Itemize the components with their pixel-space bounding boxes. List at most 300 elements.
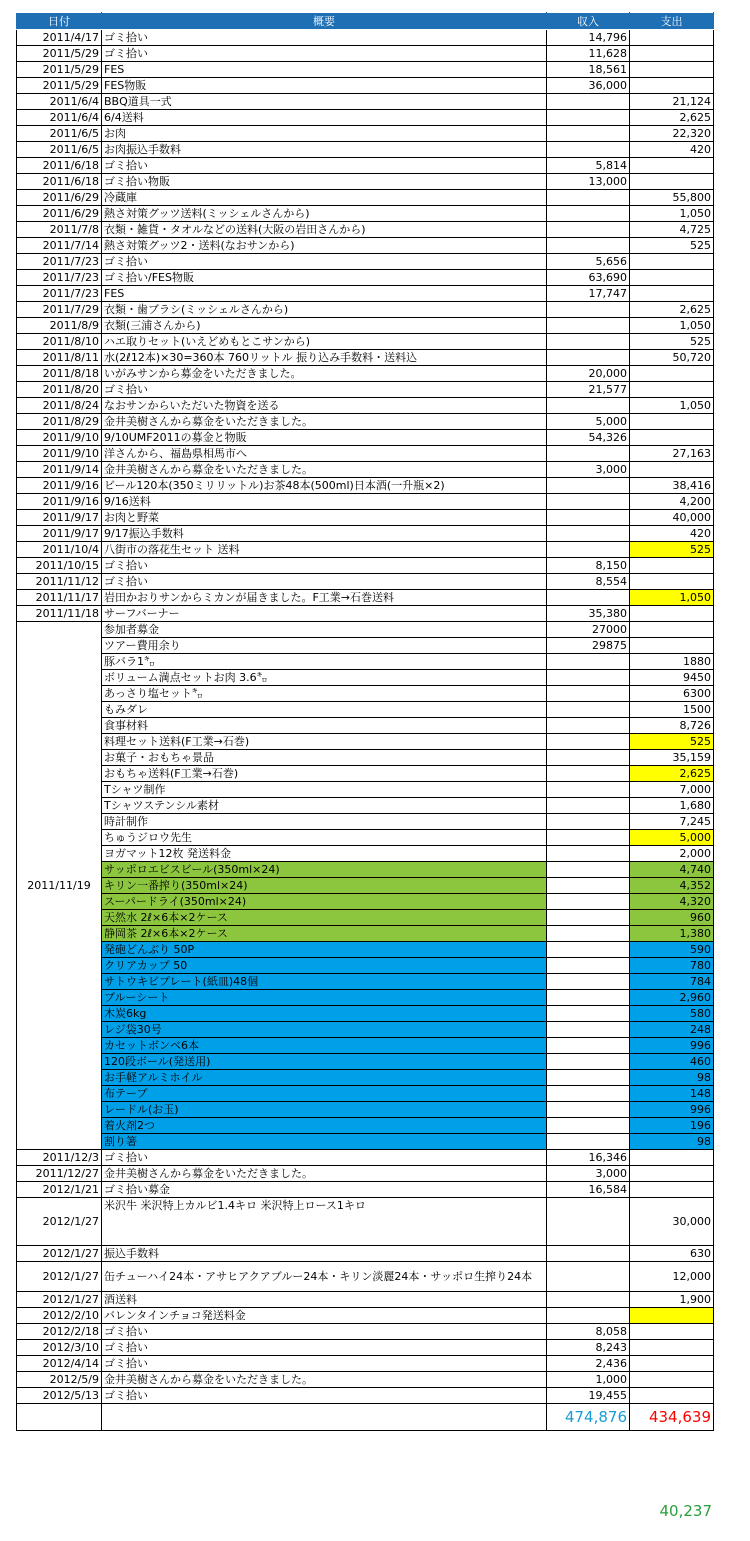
row-expense: 1500 xyxy=(630,702,714,718)
row-expense: 21,124 xyxy=(630,94,714,110)
table-row xyxy=(17,1198,714,1246)
row-description: サーフバーナー xyxy=(102,606,547,622)
row-expense: 98 xyxy=(630,1070,714,1086)
row-expense: 1,050 xyxy=(630,398,714,414)
row-expense xyxy=(630,1150,714,1166)
row-date: 2011/8/18 xyxy=(17,366,102,382)
row-date: 2011/8/20 xyxy=(17,382,102,398)
table-row xyxy=(17,622,714,638)
row-income xyxy=(547,510,630,526)
row-description: ゴミ拾い xyxy=(102,1340,547,1356)
row-description: FES xyxy=(102,62,547,78)
row-expense: 2,000 xyxy=(630,846,714,862)
row-description: 金井美樹さんから募金をいただきました。 xyxy=(102,414,547,430)
row-expense: 960 xyxy=(630,910,714,926)
row-description: 割り箸 xyxy=(102,1134,547,1150)
table-row xyxy=(17,1324,714,1340)
row-expense: 4,352 xyxy=(630,878,714,894)
table-row xyxy=(17,78,714,94)
row-description: ツアー費用余り xyxy=(102,638,547,654)
row-income: 8,554 xyxy=(547,574,630,590)
row-date: 2011/8/10 xyxy=(17,334,102,350)
header-row xyxy=(17,13,714,30)
table-row xyxy=(17,126,714,142)
row-description: ゴミ拾い/FES物販 xyxy=(102,270,547,286)
row-income xyxy=(547,1198,630,1246)
row-description: 食事材料 xyxy=(102,718,547,734)
row-expense: 580 xyxy=(630,1006,714,1022)
row-income xyxy=(547,862,630,878)
table-row xyxy=(17,830,714,846)
table-row xyxy=(17,990,714,1006)
row-income: 63,690 xyxy=(547,270,630,286)
ledger-table xyxy=(16,12,714,1431)
row-expense: 196 xyxy=(630,1118,714,1134)
row-expense xyxy=(630,462,714,478)
row-income xyxy=(547,1006,630,1022)
row-description: 熱さ対策グッツ送料(ミッシェルさんから) xyxy=(102,206,547,222)
row-income xyxy=(547,590,630,606)
row-expense: 6300 xyxy=(630,686,714,702)
row-income: 11,628 xyxy=(547,46,630,62)
table-row xyxy=(17,1006,714,1022)
row-expense: 1,680 xyxy=(630,798,714,814)
row-date: 2011/6/18 xyxy=(17,158,102,174)
table-row xyxy=(17,1292,714,1308)
row-date: 2011/11/17 xyxy=(17,590,102,606)
row-income xyxy=(547,1054,630,1070)
table-row xyxy=(17,846,714,862)
row-description: 9/17振込手数料 xyxy=(102,526,547,542)
row-date: 2011/12/3 xyxy=(17,1150,102,1166)
table-row xyxy=(17,334,714,350)
table-row xyxy=(17,398,714,414)
row-income xyxy=(547,222,630,238)
row-expense: 98 xyxy=(630,1134,714,1150)
table-row xyxy=(17,62,714,78)
row-description: カセットボンベ6本 xyxy=(102,1038,547,1054)
row-date: 2011/9/16 xyxy=(17,494,102,510)
row-income xyxy=(547,526,630,542)
row-expense: 525 xyxy=(630,238,714,254)
row-description: 衣類・歯ブラシ(ミッシェルさんから) xyxy=(102,302,547,318)
row-income xyxy=(547,942,630,958)
table-row xyxy=(17,1038,714,1054)
row-date: 2011/6/29 xyxy=(17,206,102,222)
row-description: お肉振込手数料 xyxy=(102,142,547,158)
row-expense: 248 xyxy=(630,1022,714,1038)
row-description: 着火剤2つ xyxy=(102,1118,547,1134)
row-income xyxy=(547,814,630,830)
balance-total: 40,237 xyxy=(659,1502,712,1520)
row-description: ゴミ拾い募金 xyxy=(102,1182,547,1198)
row-expense: 420 xyxy=(630,142,714,158)
row-description: 水(2ℓ12本)×30=360本 760リットル 振り込み手数料・送料込 xyxy=(102,350,547,366)
row-description: 木炭6kg xyxy=(102,1006,547,1022)
row-income: 17,747 xyxy=(547,286,630,302)
row-description: 9/16送料 xyxy=(102,494,547,510)
row-date: 2011/7/23 xyxy=(17,270,102,286)
row-date: 2011/8/24 xyxy=(17,398,102,414)
row-description: ブルーシート xyxy=(102,990,547,1006)
row-expense xyxy=(630,174,714,190)
totals-row xyxy=(17,1404,714,1431)
table-row xyxy=(17,350,714,366)
table-row xyxy=(17,750,714,766)
table-row xyxy=(17,926,714,942)
table-row xyxy=(17,974,714,990)
row-income xyxy=(547,1308,630,1324)
row-expense: 9450 xyxy=(630,670,714,686)
total-income: 474,876 xyxy=(547,1404,630,1431)
row-income xyxy=(547,206,630,222)
row-date: 2011/8/9 xyxy=(17,318,102,334)
row-income xyxy=(547,398,630,414)
row-expense: 2,625 xyxy=(630,302,714,318)
row-expense: 460 xyxy=(630,1054,714,1070)
table-row xyxy=(17,1340,714,1356)
table-row xyxy=(17,174,714,190)
row-expense xyxy=(630,78,714,94)
row-expense xyxy=(630,286,714,302)
table-row xyxy=(17,1356,714,1372)
row-income xyxy=(547,894,630,910)
row-description: お菓子・おもちゃ景品 xyxy=(102,750,547,766)
row-date: 2011/9/17 xyxy=(17,526,102,542)
row-expense: 420 xyxy=(630,526,714,542)
row-date: 2011/10/15 xyxy=(17,558,102,574)
row-description: お肉と野菜 xyxy=(102,510,547,526)
table-row xyxy=(17,222,714,238)
row-date: 2012/5/9 xyxy=(17,1372,102,1388)
table-row xyxy=(17,1054,714,1070)
row-expense xyxy=(630,430,714,446)
row-expense: 27,163 xyxy=(630,446,714,462)
row-description: 料理セット送料(F工業→石巻) xyxy=(102,734,547,750)
table-row xyxy=(17,1086,714,1102)
table-row xyxy=(17,190,714,206)
table-row xyxy=(17,446,714,462)
row-description: ゴミ拾い xyxy=(102,1388,547,1404)
row-expense: 30,000 xyxy=(630,1198,714,1246)
row-expense xyxy=(630,574,714,590)
table-row xyxy=(17,318,714,334)
table-row xyxy=(17,574,714,590)
row-expense: 22,320 xyxy=(630,126,714,142)
row-expense xyxy=(630,1340,714,1356)
row-income xyxy=(547,766,630,782)
row-expense: 50,720 xyxy=(630,350,714,366)
row-description: 岩田かおりサンからミカンが届きました。F工業→石巻送料 xyxy=(102,590,547,606)
row-income: 13,000 xyxy=(547,174,630,190)
row-description: 天然水 2ℓ×6本×2ケース xyxy=(102,910,547,926)
row-date: 2011/10/4 xyxy=(17,542,102,558)
table-row xyxy=(17,1246,714,1262)
row-description: いがみサンから募金をいただきました。 xyxy=(102,366,547,382)
row-description: ビール120本(350ミリリットル)お茶48本(500ml)日本酒(一升瓶×2) xyxy=(102,478,547,494)
row-income xyxy=(547,750,630,766)
row-income xyxy=(547,142,630,158)
row-expense: 148 xyxy=(630,1086,714,1102)
row-description: クリアカップ 50 xyxy=(102,958,547,974)
row-date: 2011/11/18 xyxy=(17,606,102,622)
table-row xyxy=(17,942,714,958)
row-date: 2012/1/27 xyxy=(17,1292,102,1308)
row-expense: 7,000 xyxy=(630,782,714,798)
row-description: 洋さんから、福島県相馬市へ xyxy=(102,446,547,462)
row-description: ゴミ拾い xyxy=(102,254,547,270)
row-description: 金井美樹さんから募金をいただきました。 xyxy=(102,1372,547,1388)
row-income xyxy=(547,718,630,734)
row-expense xyxy=(630,606,714,622)
group-date: 2011/11/19 xyxy=(17,622,102,1150)
row-expense: 784 xyxy=(630,974,714,990)
row-date: 2012/1/21 xyxy=(17,1182,102,1198)
row-description: ヨガマット12枚 発送料金 xyxy=(102,846,547,862)
table-row xyxy=(17,638,714,654)
row-expense: 996 xyxy=(630,1038,714,1054)
table-row xyxy=(17,606,714,622)
row-expense: 38,416 xyxy=(630,478,714,494)
table-row xyxy=(17,238,714,254)
row-expense: 525 xyxy=(630,542,714,558)
row-date: 2012/1/27 xyxy=(17,1246,102,1262)
table-row xyxy=(17,142,714,158)
row-date: 2011/7/8 xyxy=(17,222,102,238)
row-income xyxy=(547,846,630,862)
header-date: 日付 xyxy=(17,13,102,30)
table-row xyxy=(17,1388,714,1404)
row-description: ゴミ拾い xyxy=(102,46,547,62)
row-expense: 1880 xyxy=(630,654,714,670)
row-income xyxy=(547,1086,630,1102)
row-expense: 5,000 xyxy=(630,830,714,846)
row-expense: 40,000 xyxy=(630,510,714,526)
header-description: 概要 xyxy=(102,13,547,30)
row-expense: 1,050 xyxy=(630,590,714,606)
table-row xyxy=(17,270,714,286)
row-description: 時計制作 xyxy=(102,814,547,830)
row-date: 2011/9/14 xyxy=(17,462,102,478)
table-row xyxy=(17,718,714,734)
table-row xyxy=(17,1372,714,1388)
table-row xyxy=(17,542,714,558)
row-expense xyxy=(630,30,714,46)
row-income: 3,000 xyxy=(547,462,630,478)
row-date: 2011/4/17 xyxy=(17,30,102,46)
row-income: 21,577 xyxy=(547,382,630,398)
table-row xyxy=(17,430,714,446)
row-date: 2011/11/12 xyxy=(17,574,102,590)
row-description: もみダレ xyxy=(102,702,547,718)
total-expense: 434,639 xyxy=(630,1404,714,1431)
row-date: 2011/5/29 xyxy=(17,46,102,62)
row-description: Tシャツステンシル素材 xyxy=(102,798,547,814)
row-income xyxy=(547,302,630,318)
row-description: おもちゃ送料(F工業→石巻) xyxy=(102,766,547,782)
table-row xyxy=(17,878,714,894)
row-expense xyxy=(630,1388,714,1404)
row-expense: 996 xyxy=(630,1102,714,1118)
table-row xyxy=(17,1118,714,1134)
row-date: 2011/6/29 xyxy=(17,190,102,206)
table-row xyxy=(17,558,714,574)
table-row xyxy=(17,366,714,382)
row-description: 静岡茶 2ℓ×6本×2ケース xyxy=(102,926,547,942)
row-expense: 8,726 xyxy=(630,718,714,734)
table-row xyxy=(17,30,714,46)
row-expense xyxy=(630,158,714,174)
row-expense: 2,625 xyxy=(630,110,714,126)
row-income: 2,436 xyxy=(547,1356,630,1372)
row-income: 16,584 xyxy=(547,1182,630,1198)
row-date: 2012/2/18 xyxy=(17,1324,102,1340)
row-income: 5,814 xyxy=(547,158,630,174)
row-income: 36,000 xyxy=(547,78,630,94)
table-row xyxy=(17,734,714,750)
table-row xyxy=(17,46,714,62)
row-date: 2011/6/5 xyxy=(17,126,102,142)
row-description: ゴミ拾い xyxy=(102,1324,547,1340)
row-income: 35,380 xyxy=(547,606,630,622)
table-row xyxy=(17,462,714,478)
row-expense xyxy=(630,638,714,654)
row-expense: 55,800 xyxy=(630,190,714,206)
row-date: 2011/9/16 xyxy=(17,478,102,494)
table-row xyxy=(17,286,714,302)
row-description: 発砲どんぶり 50P xyxy=(102,942,547,958)
row-expense: 590 xyxy=(630,942,714,958)
row-income xyxy=(547,974,630,990)
row-income xyxy=(547,1246,630,1262)
row-expense: 1,900 xyxy=(630,1292,714,1308)
row-description: 振込手数料 xyxy=(102,1246,547,1262)
row-income xyxy=(547,958,630,974)
row-income xyxy=(547,798,630,814)
header-expense: 支出 xyxy=(630,13,714,30)
row-date: 2011/9/17 xyxy=(17,510,102,526)
row-description: サッポロエビスビール(350ml×24) xyxy=(102,862,547,878)
row-description: 缶チューハイ24本・アサヒアクアブルー24本・キリン淡麗24本・サッポロ生搾り24本 xyxy=(102,1262,547,1292)
table-row xyxy=(17,526,714,542)
row-description: ゴミ拾い xyxy=(102,1356,547,1372)
row-date: 2011/9/10 xyxy=(17,430,102,446)
row-income: 16,346 xyxy=(547,1150,630,1166)
table-row xyxy=(17,686,714,702)
table-row xyxy=(17,590,714,606)
table-row xyxy=(17,494,714,510)
row-expense xyxy=(630,382,714,398)
row-description: ハエ取りセット(いえどめもとこサンから) xyxy=(102,334,547,350)
row-income xyxy=(547,990,630,1006)
row-expense: 525 xyxy=(630,334,714,350)
row-date: 2012/5/13 xyxy=(17,1388,102,1404)
row-description: ゴミ拾い xyxy=(102,30,547,46)
table-row xyxy=(17,414,714,430)
row-income xyxy=(547,910,630,926)
row-expense: 1,050 xyxy=(630,318,714,334)
row-expense xyxy=(630,62,714,78)
row-income: 8,150 xyxy=(547,558,630,574)
row-expense: 525 xyxy=(630,734,714,750)
row-income xyxy=(547,446,630,462)
row-income xyxy=(547,1292,630,1308)
row-date: 2011/6/5 xyxy=(17,142,102,158)
row-expense xyxy=(630,414,714,430)
row-expense xyxy=(630,46,714,62)
row-date: 2011/6/4 xyxy=(17,110,102,126)
row-income: 29875 xyxy=(547,638,630,654)
table-row xyxy=(17,478,714,494)
row-description: 9/10UMF2011の募金と物販 xyxy=(102,430,547,446)
row-income xyxy=(547,334,630,350)
table-row xyxy=(17,1150,714,1166)
table-row xyxy=(17,862,714,878)
table-row xyxy=(17,206,714,222)
row-expense xyxy=(630,366,714,382)
row-income xyxy=(547,670,630,686)
row-income xyxy=(547,734,630,750)
row-description: バレンタインチョコ発送料金 xyxy=(102,1308,547,1324)
row-income xyxy=(547,830,630,846)
row-description: 120段ボール(発送用) xyxy=(102,1054,547,1070)
row-description: ゴミ拾い物販 xyxy=(102,174,547,190)
row-income: 8,058 xyxy=(547,1324,630,1340)
row-expense: 4,725 xyxy=(630,222,714,238)
table-row xyxy=(17,1022,714,1038)
table-row xyxy=(17,766,714,782)
row-expense xyxy=(630,622,714,638)
row-description: あっさり塩セット㌔ xyxy=(102,686,547,702)
row-income xyxy=(547,702,630,718)
row-description: 布テープ xyxy=(102,1086,547,1102)
row-description: ゴミ拾い xyxy=(102,574,547,590)
row-expense xyxy=(630,270,714,286)
row-expense: 7,245 xyxy=(630,814,714,830)
table-row xyxy=(17,1134,714,1150)
row-income xyxy=(547,686,630,702)
row-income xyxy=(547,478,630,494)
row-income xyxy=(547,654,630,670)
row-income xyxy=(547,926,630,942)
row-income: 54,326 xyxy=(547,430,630,446)
row-expense xyxy=(630,254,714,270)
row-income xyxy=(547,1022,630,1038)
row-expense xyxy=(630,1182,714,1198)
row-income xyxy=(547,1038,630,1054)
row-expense: 35,159 xyxy=(630,750,714,766)
row-date: 2011/12/27 xyxy=(17,1166,102,1182)
row-description: お手軽アルミホイル xyxy=(102,1070,547,1086)
row-date: 2011/6/4 xyxy=(17,94,102,110)
row-expense xyxy=(630,1308,714,1324)
row-expense xyxy=(630,1166,714,1182)
row-expense xyxy=(630,1324,714,1340)
table-row xyxy=(17,1102,714,1118)
row-description: ちゅうジロウ先生 xyxy=(102,830,547,846)
table-row xyxy=(17,814,714,830)
row-income: 14,796 xyxy=(547,30,630,46)
row-description: FES xyxy=(102,286,547,302)
row-description: スーパードライ(350ml×24) xyxy=(102,894,547,910)
row-description: ゴミ拾い xyxy=(102,382,547,398)
row-description: 酒送料 xyxy=(102,1292,547,1308)
table-row xyxy=(17,702,714,718)
row-date: 2011/7/14 xyxy=(17,238,102,254)
row-income xyxy=(547,238,630,254)
totals-date-empty xyxy=(17,1404,102,1431)
row-income: 20,000 xyxy=(547,366,630,382)
